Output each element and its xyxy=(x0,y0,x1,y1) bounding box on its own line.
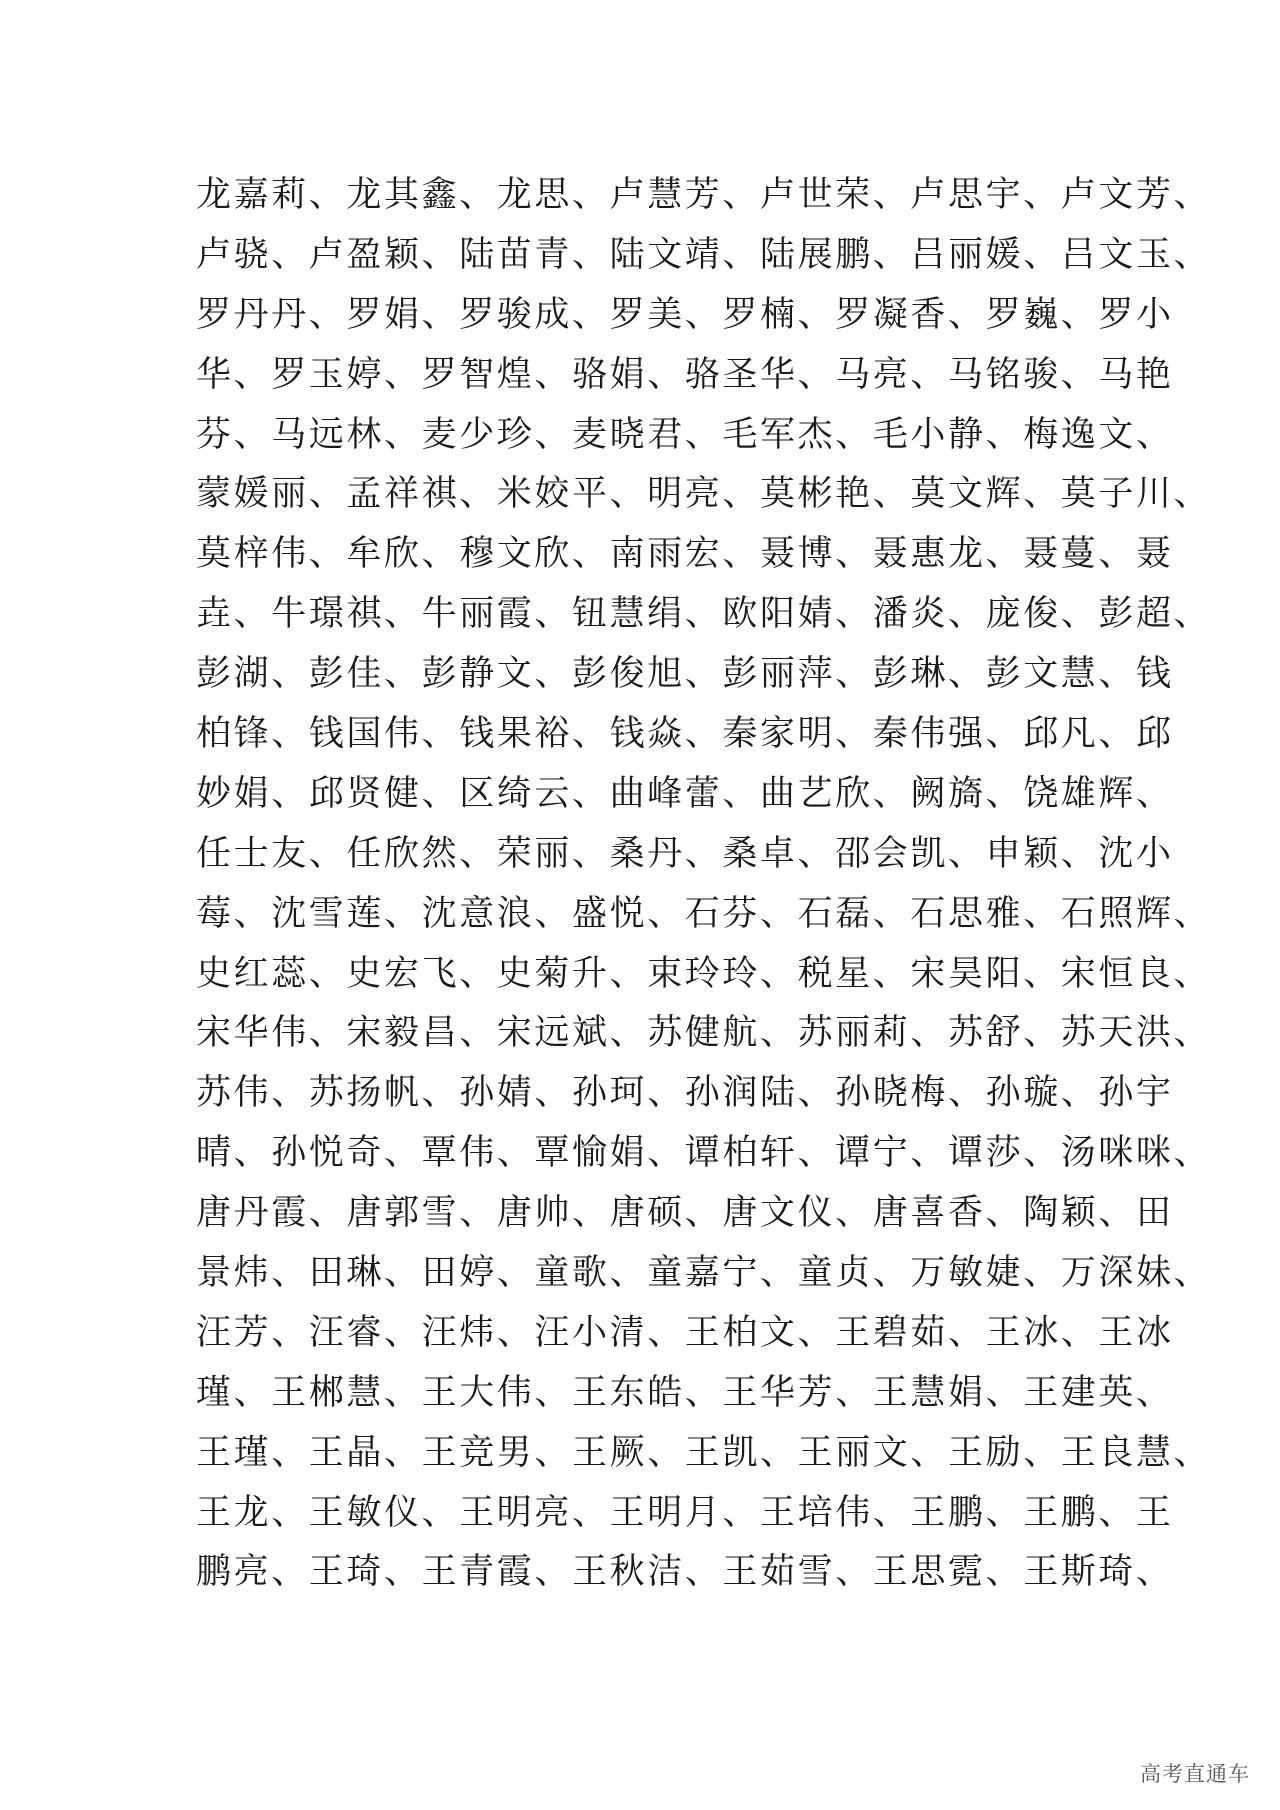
text-line: 蒙媛丽、孟祥祺、米姣平、明亮、莫彬艳、莫文辉、莫子川、 xyxy=(196,474,1212,515)
text-line: 苏伟、苏扬帆、孙婧、孙珂、孙润陆、孙晓梅、孙璇、孙宇 xyxy=(196,1073,1174,1114)
text-line: 妙娟、邱贤健、区绮云、曲峰蕾、曲艺欣、阙旖、饶雄辉、 xyxy=(196,773,1174,814)
text-line: 任士友、任欣然、荣丽、桑丹、桑卓、邵会凯、申颖、沈小 xyxy=(196,833,1174,874)
text-line: 柏锋、钱国伟、钱果裕、钱焱、秦家明、秦伟强、邱凡、邱 xyxy=(196,714,1174,755)
text-line: 卢骁、卢盈颖、陆苗青、陆文靖、陆展鹏、吕丽媛、吕文玉、 xyxy=(196,234,1212,275)
text-line: 芬、马远林、麦少珍、麦晓君、毛军杰、毛小静、梅逸文、 xyxy=(196,414,1174,455)
text-line: 王龙、王敏仪、王明亮、王明月、王培伟、王鹏、王鹏、王 xyxy=(196,1492,1174,1533)
text-line: 晴、孙悦奇、覃伟、覃愉娟、谭柏轩、谭宁、谭莎、汤咪咪、 xyxy=(196,1133,1212,1174)
text-line: 华、罗玉婷、罗智煌、骆娟、骆圣华、马亮、马铭骏、马艳 xyxy=(196,354,1174,395)
document-body xyxy=(196,166,1212,1603)
text-line: 龙嘉莉、龙其鑫、龙思、卢慧芳、卢世荣、卢思宇、卢文芳、 xyxy=(196,175,1212,215)
watermark: 高考直通车 xyxy=(1140,1762,1250,1786)
text-line: 汪芳、汪睿、汪炜、汪小清、王柏文、王碧茹、王冰、王冰 xyxy=(196,1312,1174,1353)
text-line: 王瑾、王晶、王竞男、王厥、王凯、王丽文、王励、王良慧、 xyxy=(196,1432,1212,1473)
text-line: 罗丹丹、罗娟、罗骏成、罗美、罗楠、罗凝香、罗巍、罗小 xyxy=(196,294,1174,335)
text-line: 瑾、王郴慧、王大伟、王东皓、王华芳、王慧娟、王建英、 xyxy=(196,1372,1174,1413)
text-line: 史红蕊、史宏飞、史菊升、束玲玲、税星、宋昊阳、宋恒良、 xyxy=(196,953,1212,994)
text-line: 垚、牛璟祺、牛丽霞、钮慧绢、欧阳婧、潘炎、庞俊、彭超、 xyxy=(196,594,1212,635)
text-line: 彭湖、彭佳、彭静文、彭俊旭、彭丽萍、彭琳、彭文慧、钱 xyxy=(196,654,1174,695)
text-line: 莓、沈雪莲、沈意浪、盛悦、石芬、石磊、石思雅、石照辉、 xyxy=(196,893,1212,934)
text-line: 唐丹霞、唐郭雪、唐帅、唐硕、唐文仪、唐喜香、陶颖、田 xyxy=(196,1193,1174,1234)
text-line: 景炜、田琳、田婷、童歌、童嘉宁、童贞、万敏婕、万深妹、 xyxy=(196,1253,1212,1294)
text-line: 鹏亮、王琦、王青霞、王秋洁、王茹雪、王思霓、王斯琦、 xyxy=(196,1552,1174,1593)
text-line: 莫梓伟、牟欣、穆文欣、南雨宏、聂博、聂惠龙、聂蔓、聂 xyxy=(196,534,1174,575)
text-line: 宋华伟、宋毅昌、宋远斌、苏健航、苏丽莉、苏舒、苏天洪、 xyxy=(196,1013,1212,1054)
